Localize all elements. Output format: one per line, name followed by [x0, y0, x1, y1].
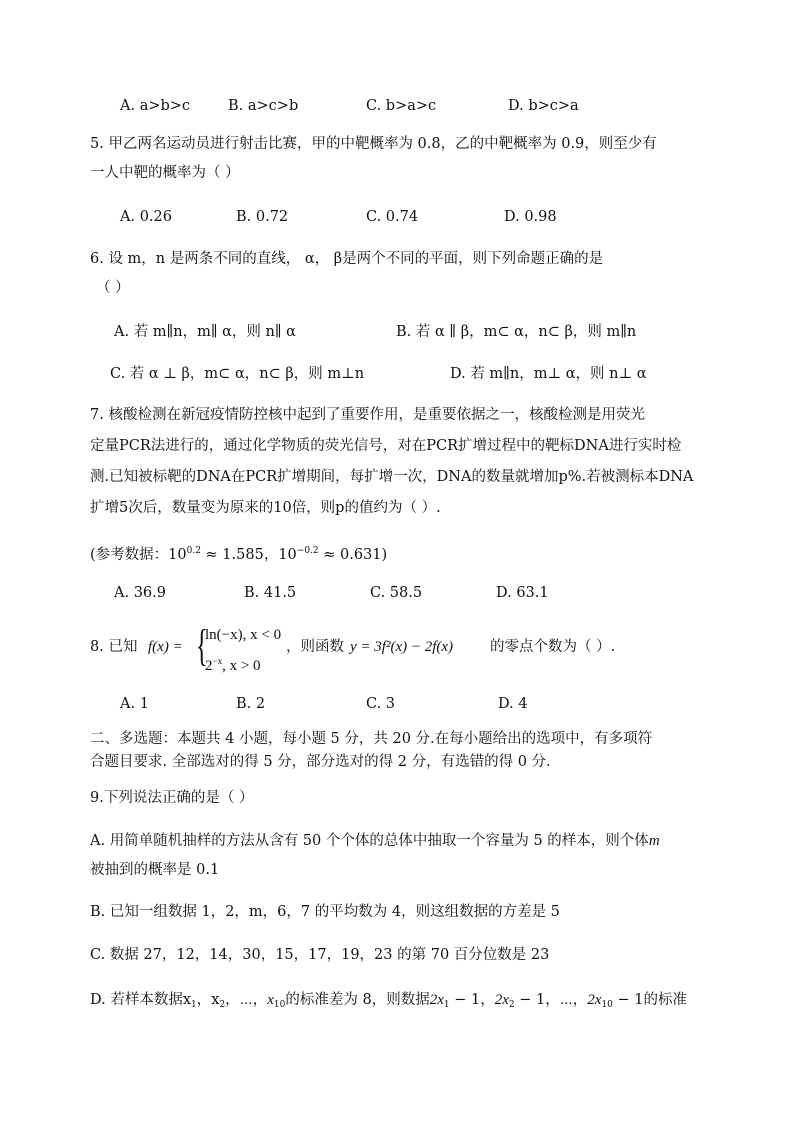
- q9-title: 9.下列说法正确的是（ ）: [90, 790, 254, 806]
- q6-line-2: （ ）: [96, 280, 130, 296]
- q5-option-b: B. 0.72: [236, 209, 289, 225]
- q7-line-3: 测.已知被标靶的DNA在PCR扩增期间，每扩增一次，DNA的数量就增加p%.若被测标本DNA: [90, 469, 694, 485]
- q5-option-a: A. 0.26: [120, 209, 172, 225]
- q8-option-d: D. 4: [498, 696, 528, 712]
- q8-option-c: C. 3: [366, 696, 396, 712]
- q6-option-c: C. 若 α ⊥ β，m⊂ α，n⊂ β，则 m⊥n: [110, 366, 365, 382]
- q7-line-1: 7. 核酸检测在新冠疫情防控核中起到了重要作用，是重要依据之一，核酸检测是用荧光: [90, 407, 645, 423]
- q8-brace: {: [196, 621, 208, 670]
- q8-option-b: B. 2: [236, 696, 266, 712]
- q5-line-2: 一人中靶的概率为（ ）: [90, 165, 240, 181]
- q6-option-b: B. 若 α ∥ β，m⊂ α，n⊂ β，则 m∥n: [396, 324, 637, 340]
- q7-option-d: D. 63.1: [496, 585, 549, 601]
- q8-case-1: ln(−x), x < 0: [205, 627, 282, 643]
- q8-option-a: A. 1: [120, 696, 149, 712]
- q8-fx: f(x) =: [148, 639, 183, 655]
- q8-prefix: 8. 已知: [90, 639, 138, 655]
- q8-case-2: $2^{-x}$, x > 0: [205, 656, 261, 674]
- q4-option-d: D. b>c>a: [508, 98, 579, 114]
- q7-line-4: 扩增5次后，数量变为原来的10倍，则p的值约为（ ）.: [90, 500, 441, 516]
- q7-option-b: B. 41.5: [244, 585, 297, 601]
- q9-option-a-line-1: A. 用简单随机抽样的方法从含有 50 个个体的总体中抽取一个容量为 5 的样本，则个体m: [90, 833, 660, 849]
- q4-option-c: C. b>a>c: [366, 98, 437, 114]
- q9-option-b: B. 已知一组数据 1，2，m，6，7 的平均数为 4，则这组数据的方差是 5: [90, 904, 560, 920]
- q5-line-1: 5. 甲乙两名运动员进行射击比赛，甲的中靶概率为 0.8，乙的中靶概率为 0.9，则至少有: [90, 136, 657, 152]
- q9-option-a-line-2: 被抽到的概率是 0.1: [90, 862, 220, 878]
- q7-line-2: 定量PCR法进行的，通过化学物质的荧光信号，对在PCR扩增过程中的靶标DNA进行实时检: [90, 438, 682, 454]
- q4-option-b: B. a>c>b: [228, 98, 299, 114]
- q9-option-d: D. 若样本数据$x_1$，$x_2$，⋯，$x_{10}$的标准差为 8，则数据$2x_1 - 1$，$2x_2 - 1$，⋯，$2x_{10} - 1$的标准: [90, 992, 687, 1010]
- q7-option-a: A. 36.9: [114, 585, 166, 601]
- q6-line-1: 6. 设 m，n 是两条不同的直线， α， β是两个不同的平面，则下列命题正确的是: [90, 251, 604, 267]
- q8-function: y = 3f²(x) − 2f(x): [350, 639, 454, 655]
- q7-reference-data: (参考数据：$10^{0.2} \approx 1.585$，$10^{-0.2} \approx 0.631$): [90, 546, 388, 563]
- q4-option-a: A. a>b>c: [120, 98, 191, 114]
- q8-mid: ，则函数: [286, 639, 344, 655]
- q6-option-d: D. 若 m∥n，m⊥ α，则 n⊥ α: [450, 366, 647, 382]
- q7-option-c: C. 58.5: [370, 585, 423, 601]
- q8-suffix: 的零点个数为（ ）.: [490, 639, 616, 655]
- section2-line-1: 二、多选题：本题共 4 小题，每小题 5 分，共 20 分.在每小题给出的选项中，有多项符: [90, 731, 653, 747]
- q6-option-a: A. 若 m∥n，m∥ α，则 n∥ α: [114, 324, 296, 340]
- q5-option-d: D. 0.98: [504, 209, 557, 225]
- q5-option-c: C. 0.74: [366, 209, 419, 225]
- section2-line-2: 合题目要求. 全部选对的得 5 分，部分选对的得 2 分，有选错的得 0 分.: [90, 754, 551, 770]
- q9-option-c: C. 数据 27，12，14，30，15，17，19，23 的第 70 百分位数是 23: [90, 947, 550, 963]
